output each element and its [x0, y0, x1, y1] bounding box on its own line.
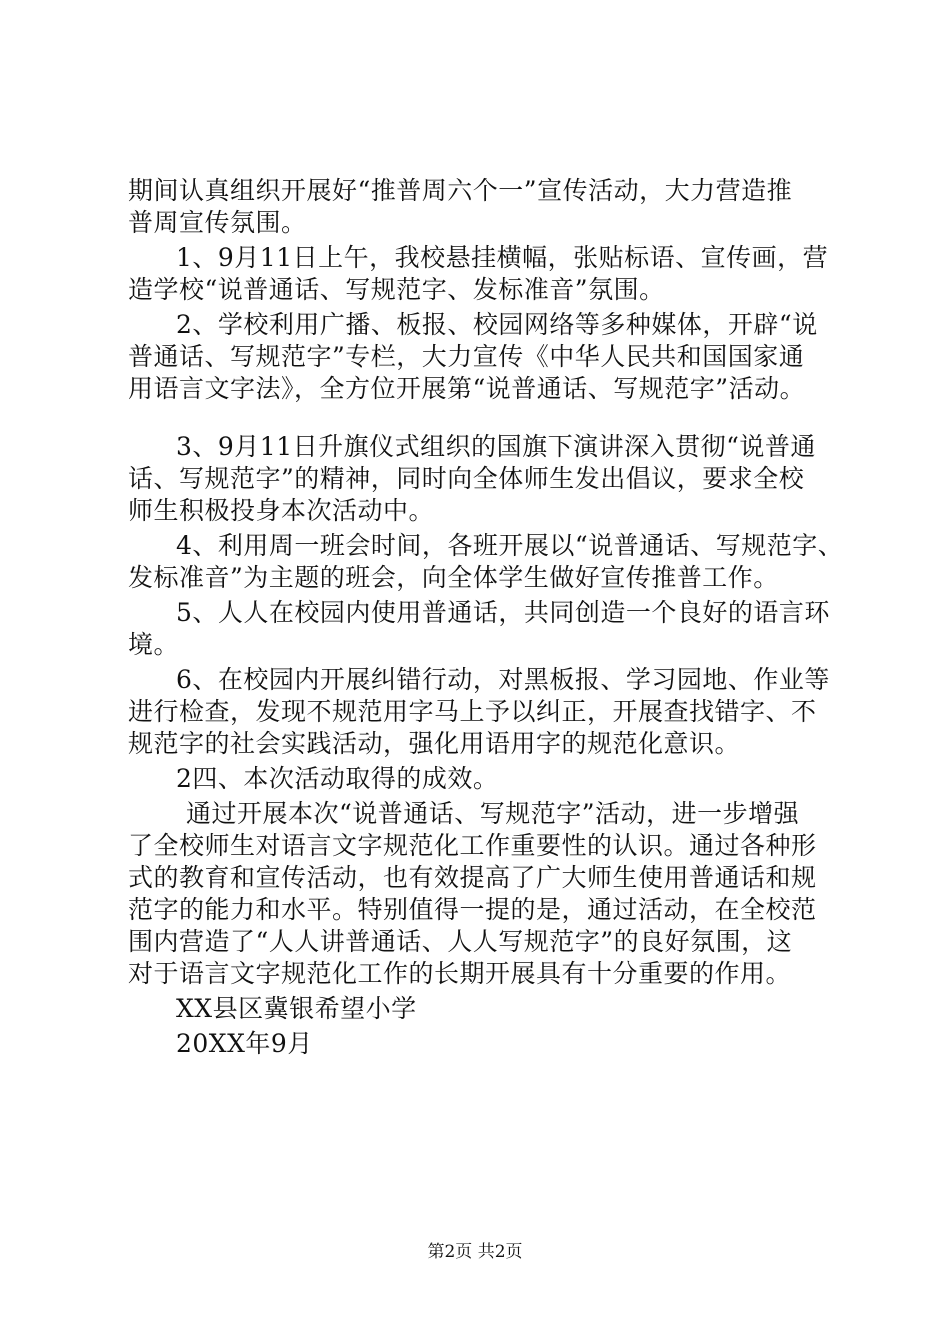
- paragraph-line: 范字的能力和水平。特别值得一提的是，通过活动，在全校范: [128, 895, 817, 924]
- paragraph-line: 造学校“说普通话、写规范字、发标准音”氛围。: [128, 275, 665, 304]
- paragraph-line: 进行检查，发现不规范用字马上予以纠正，开展查找错字、不: [128, 697, 817, 726]
- paragraph-line: 4、利用周一班会时间，各班开展以“说普通话、写规范字、: [176, 531, 844, 560]
- signature-date: 20XX年9月: [176, 1029, 313, 1058]
- paragraph-line: 话、写规范字”的精神，同时向全体师生发出倡议，要求全校: [128, 464, 805, 493]
- paragraph-line: 发标准音”为主题的班会，向全体学生做好宣传推普工作。: [128, 563, 779, 592]
- paragraph-line: 境。: [128, 630, 180, 659]
- paragraph-line: 2、学校利用广播、板报、校园网络等多种媒体，开辟“说: [176, 310, 818, 339]
- paragraph-line: 3、9月11日升旗仪式组织的国旗下演讲深入贯彻“说普通: [176, 432, 816, 461]
- paragraph-line: 5、人人在校园内使用普通话，共同创造一个良好的语言环: [176, 598, 830, 627]
- paragraph-line: 6、在校园内开展纠错行动，对黑板报、学习园地、作业等: [176, 665, 830, 694]
- paragraph-line: 围内营造了“人人讲普通话、人人写规范字”的良好氛围，这: [128, 927, 793, 956]
- paragraph-line: 通过开展本次“说普通话、写规范字”活动，进一步增强: [186, 799, 800, 828]
- paragraph-line: 普通话、写规范字”专栏，大力宣传《中华人民共和国国家通: [128, 342, 805, 371]
- section-heading: 2四、本次活动取得的成效。: [176, 764, 499, 793]
- paragraph-line: 式的教育和宣传活动，也有效提高了广大师生使用普通话和规: [128, 863, 817, 892]
- paragraph-line: 规范字的社会实践活动，强化用语用字的规范化意识。: [128, 729, 741, 758]
- paragraph-line: 用语言文字法》，全方位开展第“说普通话、写规范字”活动。: [128, 374, 806, 403]
- paragraph-line: 对于语言文字规范化工作的长期开展具有十分重要的作用。: [128, 959, 792, 988]
- page-footer: 第2页 共2页: [427, 1242, 523, 1262]
- paragraph-line: 1、9月11日上午，我校悬挂横幅，张贴标语、宣传画，营: [176, 243, 829, 272]
- signature-organization: XX县区冀银希望小学: [176, 994, 417, 1023]
- paragraph-line: 了全校师生对语言文字规范化工作重要性的认识。通过各种形: [128, 831, 817, 860]
- paragraph-line: 期间认真组织开展好“推普周六个一”宣传活动，大力营造推: [128, 176, 793, 205]
- paragraph-line: 师生积极投身本次活动中。: [128, 496, 435, 525]
- paragraph-line: 普周宣传氛围。: [128, 208, 307, 237]
